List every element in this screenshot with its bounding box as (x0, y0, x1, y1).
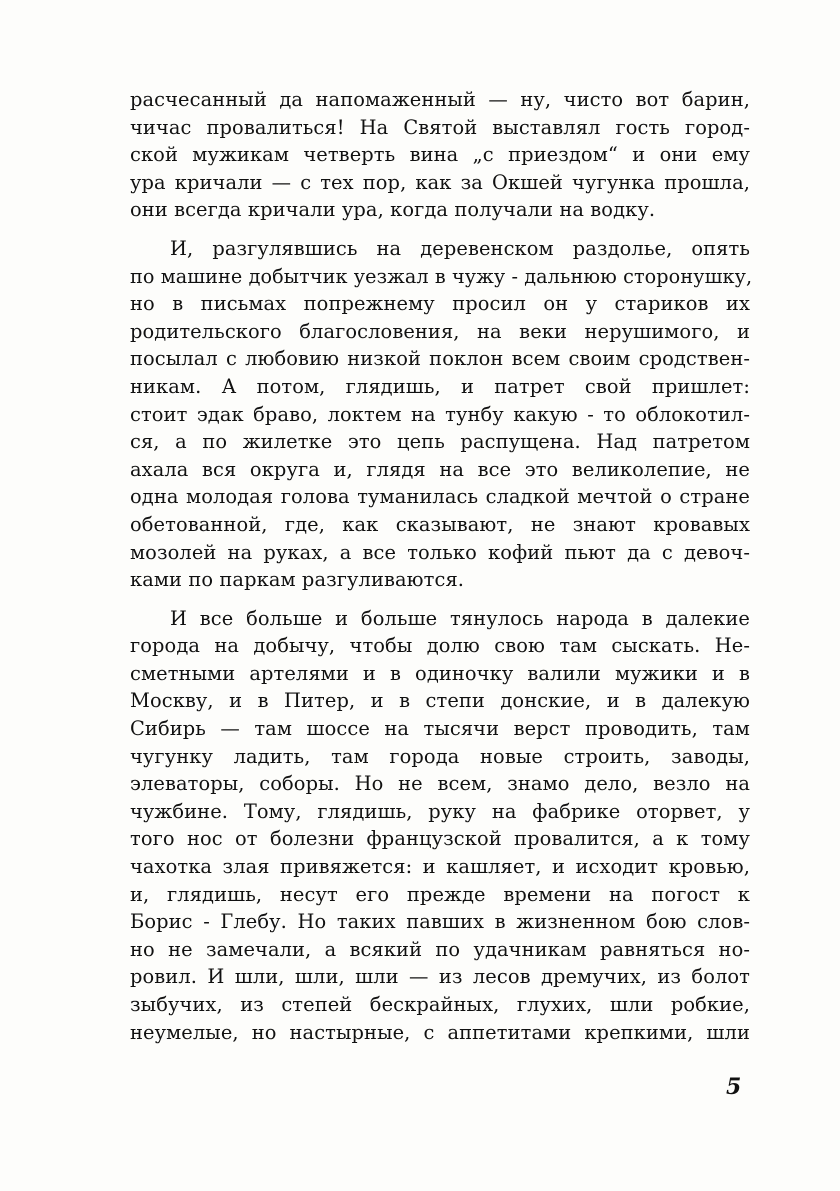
text-line: неумелые, но настырные, с аппетитами крепкими, шли (130, 1020, 750, 1044)
text-line: они всегда кричали ура, когда получали на водку. (130, 198, 656, 222)
text-line: стоит эдак браво, локтем на тунбу какую - то облокотил- (130, 402, 750, 426)
paragraph-3 (130, 605, 750, 1047)
text-line: города на добычу, чтобы долю свою там сыскать. Не- (130, 634, 750, 658)
text-line: И все больше и больше тянулось народа в далекие (170, 606, 750, 630)
text-line: никам. А потом, глядишь, и патрет свой пришлет: (130, 374, 750, 398)
text-line: но не замечали, а всякий по удачникам равняться но- (130, 937, 750, 961)
text-line: ской мужикам четверть вина „с приездом“ и они ему (130, 143, 750, 167)
text-line: зыбучих, из степей бескрайных, глухих, шли робкие, (130, 993, 750, 1016)
text-line: ся, а по жилетке это цепь распущена. Над патретом (130, 430, 750, 454)
text-line: но в письмах попрежнему просил он у стариков их (130, 292, 750, 316)
text-line: чугунку ладить, там города новые строить, заводы, (130, 744, 750, 768)
text-line: ками по паркам разгуливаются. (130, 568, 465, 592)
text-line: посылал с любовию низкой поклон всем своим сродствен- (130, 347, 750, 371)
text-line: расчесанный да напомаженный — ну, чисто вот барин, (130, 88, 750, 111)
text-line: чахотка злая привяжется: и кашляет, и исходит кровью, (130, 855, 750, 879)
text-line: чужбине. Тому, глядишь, руку на фабрике оторвет, у (130, 799, 750, 823)
text-line: чичас провалиться! На Святой выставлял гость город- (130, 115, 750, 139)
paragraph-1 (130, 86, 750, 224)
text-line: элеваторы, соборы. Но не всем, знамо дело, везло на (130, 772, 750, 796)
body-text (130, 86, 753, 1046)
text-line: Сибирь — там шоссе на тысячи верст проводить, там (130, 717, 750, 741)
text-line: родительского благословения, на веки нерушимого, и (130, 319, 750, 343)
text-line: ровил. И шли, шли, шли — из лесов дремучих, из болот (130, 965, 750, 989)
text-line: Борис - Глебу. Но таких павших в жизненном бою слов- (130, 910, 750, 934)
page-number: 5 (726, 1074, 742, 1100)
text-line: Москву, и в Питер, и в степи донские, и в далекую (130, 689, 750, 713)
text-line: ура кричали — с тех пор, как за Окшей чугунка прошла, (130, 170, 750, 194)
text-line: ахала вся округа и, глядя на все это великолепие, не (130, 457, 750, 481)
text-line: сметными артелями и в одиночку валили мужики и в (130, 661, 750, 685)
text-line: и, глядишь, несут его прежде времени на погост к (130, 882, 750, 906)
text-line: обетованной, где, как сказывают, не знают кровавых (130, 512, 750, 536)
text-line: одна молодая голова туманилась сладкой мечтой о стране (130, 485, 750, 509)
text-line: того нос от болезни французской провалится, а к тому (130, 827, 750, 851)
text-line: по машине добытчик уезжал в чужу - дальнюю сторонушку, (130, 264, 753, 288)
text-line: И, разгулявшись на деревенском раздолье, опять (170, 236, 750, 260)
text-line: мозолей на руках, а все только кофий пьют да с девоч- (130, 540, 750, 564)
paragraph-2 (130, 235, 753, 594)
